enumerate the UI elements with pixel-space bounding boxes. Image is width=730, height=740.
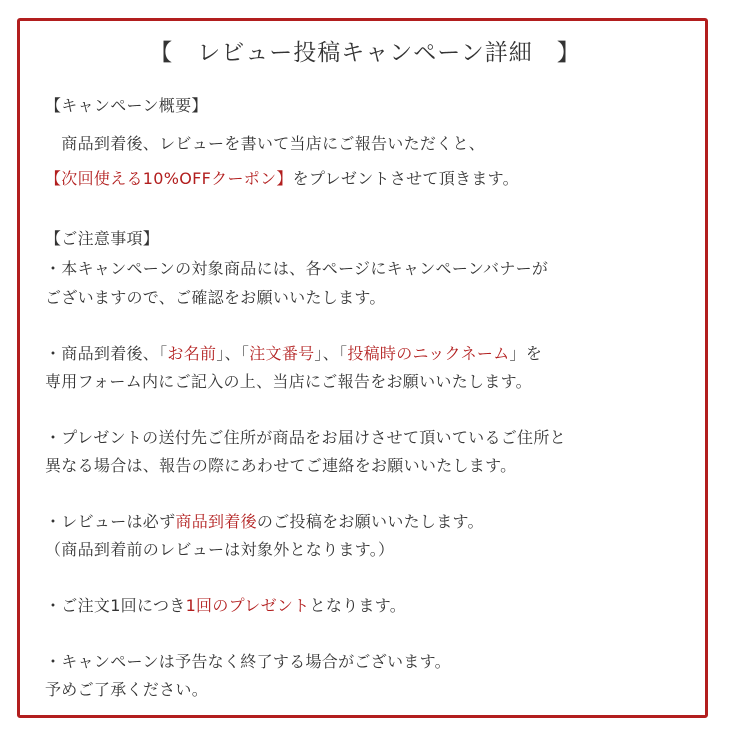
after-arrival-highlight: 商品到着後 [175, 512, 257, 531]
note-5-line-1 [45, 595, 406, 617]
note-2-pre: ・商品到着後、「 [45, 344, 168, 363]
name-highlight: お名前 [167, 344, 217, 363]
note-3-line-1: ・プレゼントの送付先ご住所が商品をお届けさせて頂いているご住所と [45, 428, 566, 447]
note-2-post: 」を [509, 344, 543, 363]
note-5-pre: ・ご注文1回につき [45, 596, 186, 615]
note-3-line-2: 異なる場合は、報告の際にあわせてご連絡をお願いいたします。 [45, 456, 517, 475]
note-2-sep-1: 」、「 [216, 344, 250, 363]
note-6-line-1: ・キャンペーンは予告なく終了する場合がございます。 [45, 652, 451, 671]
note-2-sep-2: 」、「 [314, 344, 348, 363]
nickname-highlight: 投稿時のニックネーム [347, 344, 510, 363]
page-title: 【 レビュー投稿キャンペーン詳細 】 [149, 40, 581, 66]
overview-heading: 【キャンペーン概要】 [45, 96, 208, 115]
note-4-line-1 [45, 511, 484, 533]
note-2-line-1 [45, 343, 542, 365]
note-4-post: のご投稿をお願いいたします。 [256, 512, 484, 531]
overview-line-1: 商品到着後、レビューを書いて当店にご報告いただくと、 [45, 134, 486, 153]
overview-line-2 [45, 168, 519, 190]
one-present-highlight: 1回のプレゼント [185, 596, 310, 615]
note-4-pre: ・レビューは必ず [45, 512, 176, 531]
notes-heading: 【ご注意事項】 [45, 229, 160, 248]
note-1-line-2: ございますので、ご確認をお願いいたします。 [45, 288, 386, 307]
order-number-highlight: 注文番号 [249, 344, 315, 363]
note-5-post: となります。 [309, 596, 407, 615]
overview-line-2-rest: をプレゼントさせて頂きます。 [292, 169, 519, 188]
coupon-highlight: 【次回使える10%OFFクーポン】 [45, 169, 293, 188]
note-1-line-1: ・本キャンペーンの対象商品には、各ページにキャンペーンバナーが [45, 259, 549, 278]
note-4-line-2: （商品到着前のレビューは対象外となります。） [45, 540, 395, 559]
note-6-line-2: 予めご了承ください。 [45, 680, 209, 699]
note-2-line-2: 専用フォーム内にご記入の上、当店にご報告をお願いいたします。 [45, 372, 532, 391]
